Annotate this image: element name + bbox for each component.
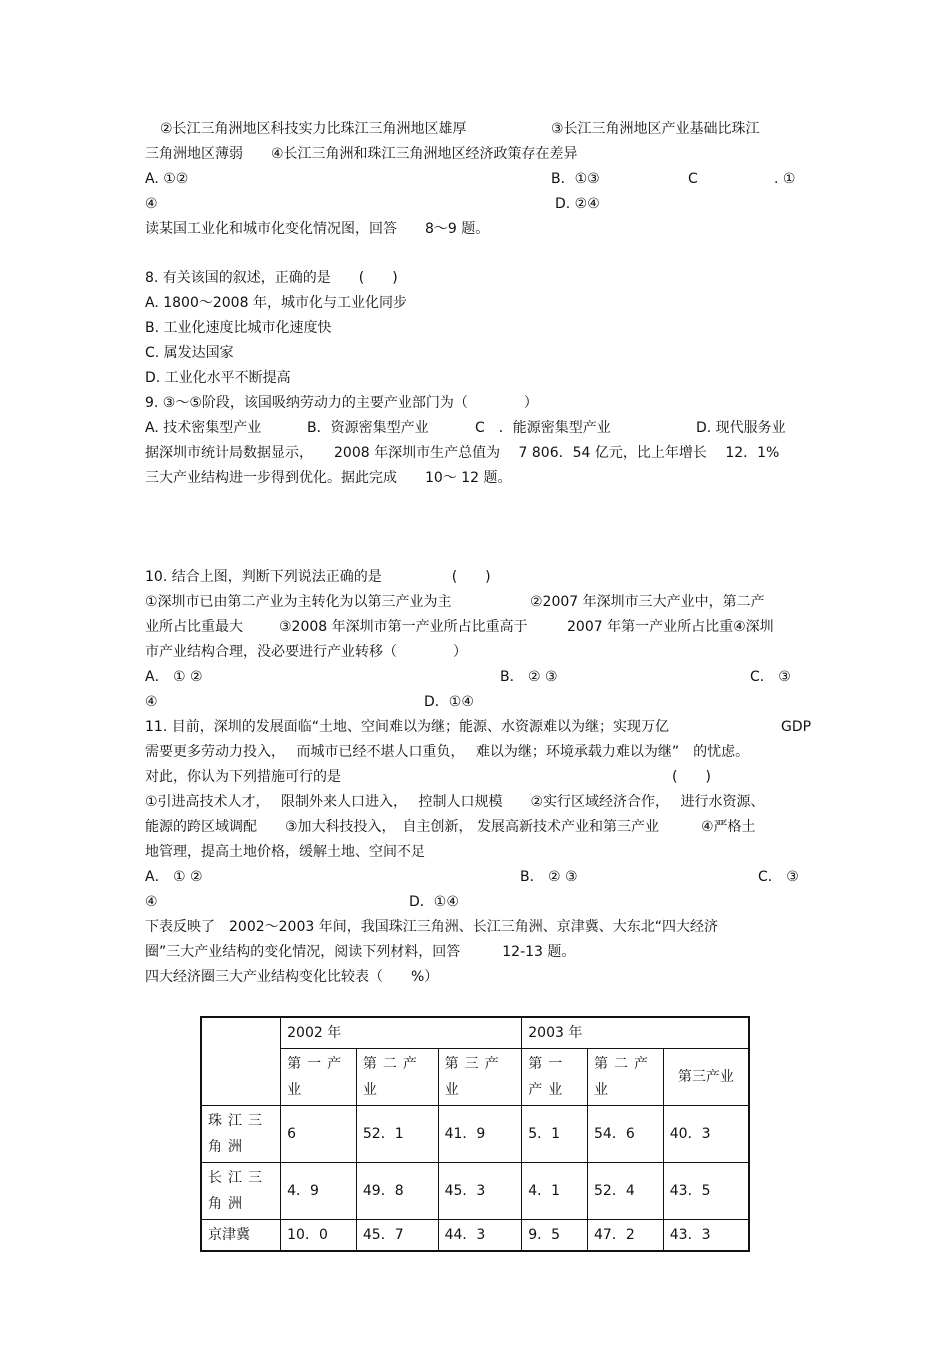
value-cell: 49．8 (356, 1163, 438, 1220)
option-9a: A. 技术密集型产业 (145, 420, 262, 436)
value-cell: 47．2 (588, 1220, 664, 1252)
table-row (201, 1163, 749, 1220)
table-row (201, 1220, 749, 1252)
statement-3-4-line: 三角洲地区薄弱 ④长江三角洲和珠江三角洲地区经济政策存在差异 (145, 146, 578, 162)
table-row (201, 1106, 749, 1163)
value-cell: 9．5 (522, 1220, 588, 1252)
value-cell: 6 (281, 1106, 357, 1163)
value-cell: 54．6 (588, 1106, 664, 1163)
option-11a: A． ① ② (145, 869, 203, 885)
option-9c: C ．能源密集型产业 (475, 420, 611, 436)
header-tertiary-2003: 第三产业 (663, 1049, 749, 1106)
option-7c: C (688, 171, 698, 187)
value-cell: 4．1 (522, 1163, 588, 1220)
table-sector-row (201, 1049, 749, 1106)
table-year-row (201, 1017, 749, 1049)
option-10d: D．①④ (424, 694, 474, 710)
region-cell: 长江三角洲 (201, 1163, 281, 1220)
statement-11-3: 地管理，提高土地价格，缓解土地、空间不足 (145, 844, 425, 860)
option-7c-cont: . ① (774, 171, 796, 187)
option-9b: B．资源密集型产业 (307, 420, 429, 436)
statement-2: ②长江三角洲地区科技实力比珠江三角洲地区雄厚 (160, 121, 467, 137)
header-primary-2003: 第一产业 (522, 1049, 588, 1106)
intro-q10-12-line2: 三大产业结构进一步得到优化。据此完成 10～ 12 题。 (145, 470, 512, 486)
option-8b: B. 工业化速度比城市化速度快 (145, 320, 332, 336)
option-10a: A． ① ② (145, 669, 203, 685)
value-cell: 45．7 (356, 1220, 438, 1252)
option-8c: C. 属发达国家 (145, 345, 234, 361)
option-7a: A. ①② (145, 171, 189, 187)
statement-11-2: 能源的跨区域调配 ③加大科技投入， 自主创新， 发展高新技术产业和第三产业 ④严格土 (145, 819, 756, 835)
statement-3: ③长江三角洲地区产业基础比珠江 (551, 121, 760, 137)
header-primary-2002: 第一产业 (281, 1049, 357, 1106)
option-11c-wrap: ④ (145, 894, 158, 910)
option-11d: D．①④ (409, 894, 459, 910)
statement-10-1: ①深圳市已由第二产业为主转化为以第三产业为主 (145, 594, 452, 610)
option-10b: B． ② ③ (500, 669, 558, 685)
table-corner-cell (201, 1017, 281, 1106)
question-11-stem-2: 需要更多劳动力投入， 而城市已经不堪人口重负， 难以为继；环境承载力难以为继” 的忧虑。 (145, 744, 750, 760)
question-8-stem: 8. 有关该国的叙述，正确的是 ( ) (145, 270, 398, 286)
option-11b: B． ② ③ (520, 869, 578, 885)
value-cell: 44．3 (438, 1220, 522, 1252)
intro-q12-13-line1: 下表反映了 2002～2003 年间，我国珠江三角洲、长江三角洲、京津冀、大东北“四大经济 (145, 919, 718, 935)
value-cell: 43．3 (663, 1220, 749, 1252)
question-10-stem: 10. 结合上图，判断下列说法正确的是 ( ) (145, 569, 491, 585)
option-10c: C． ③ (750, 669, 791, 685)
question-11-stem-3: 对此，你认为下列措施可行的是 (145, 769, 341, 785)
header-secondary-2002: 第二产业 (356, 1049, 438, 1106)
intro-q10-12-line1: 据深圳市统计局数据显示， 2008 年深圳市生产总值为 7 806．54 亿元，比上年增长 12．1% (145, 445, 780, 461)
statement-10-2: ②2007 年深圳市三大产业中，第二产 (530, 594, 765, 610)
region-cell: 珠江三角洲 (201, 1106, 281, 1163)
statement-10-3: ③2008 年深圳市第一产业所占比重高于 (279, 619, 528, 635)
value-cell: 45．3 (438, 1163, 522, 1220)
statement-10-4-cont: 市产业结构合理，没必要进行产业转移（ ） (145, 644, 467, 660)
option-11c: C． ③ (758, 869, 799, 885)
option-10c-wrap: ④ (145, 694, 158, 710)
value-cell: 40．3 (663, 1106, 749, 1163)
value-cell: 52．1 (356, 1106, 438, 1163)
value-cell: 10．0 (281, 1220, 357, 1252)
question-11-gdp: GDP (781, 719, 812, 735)
question-11-stem-1: 11. 目前，深圳的发展面临“土地、空间难以为继；能源、水资源难以为继；实现万亿 (145, 719, 669, 735)
header-secondary-2003: 第二产业 (588, 1049, 664, 1106)
table-title: 四大经济圈三大产业结构变化比较表（ %） (145, 969, 439, 985)
option-7d: D. ②④ (555, 196, 600, 212)
year-2002-header: 2002 年 (281, 1017, 522, 1049)
option-9d: D. 现代服务业 (696, 420, 786, 436)
option-7b: B．①③ (551, 171, 600, 187)
option-8a: A. 1800～2008 年，城市化与工业化同步 (145, 295, 407, 311)
statement-10-2-cont: 业所占比重最大 (145, 619, 243, 635)
statement-10-3-cont: 2007 年第一产业所占比重④深圳 (567, 619, 774, 635)
value-cell: 43．5 (663, 1163, 749, 1220)
economic-zones-table (200, 1016, 750, 1252)
option-8d: D. 工业化水平不断提高 (145, 370, 291, 386)
value-cell: 41．9 (438, 1106, 522, 1163)
statement-11-1: ①引进高技术人才， 限制外来人口进入， 控制人口规模 ②实行区域经济合作， 进行水资源、 (145, 794, 765, 810)
option-7c-wrap: ④ (145, 196, 158, 212)
intro-q12-13-line2: 圈”三大产业结构的变化情况，阅读下列材料，回答 12-13 题。 (145, 944, 576, 960)
value-cell: 4．9 (281, 1163, 357, 1220)
value-cell: 5．1 (522, 1106, 588, 1163)
region-cell: 京津冀 (201, 1220, 281, 1252)
value-cell: 52．4 (588, 1163, 664, 1220)
question-9-stem: 9. ③～⑤阶段，该国吸纳劳动力的主要产业部门为（ ） (145, 395, 538, 411)
intro-q8-9: 读某国工业化和城市化变化情况图，回答 8～9 题。 (145, 221, 490, 237)
year-2003-header: 2003 年 (522, 1017, 749, 1049)
question-11-bracket: ( ) (672, 769, 711, 785)
header-tertiary-2002: 第三产业 (438, 1049, 522, 1106)
